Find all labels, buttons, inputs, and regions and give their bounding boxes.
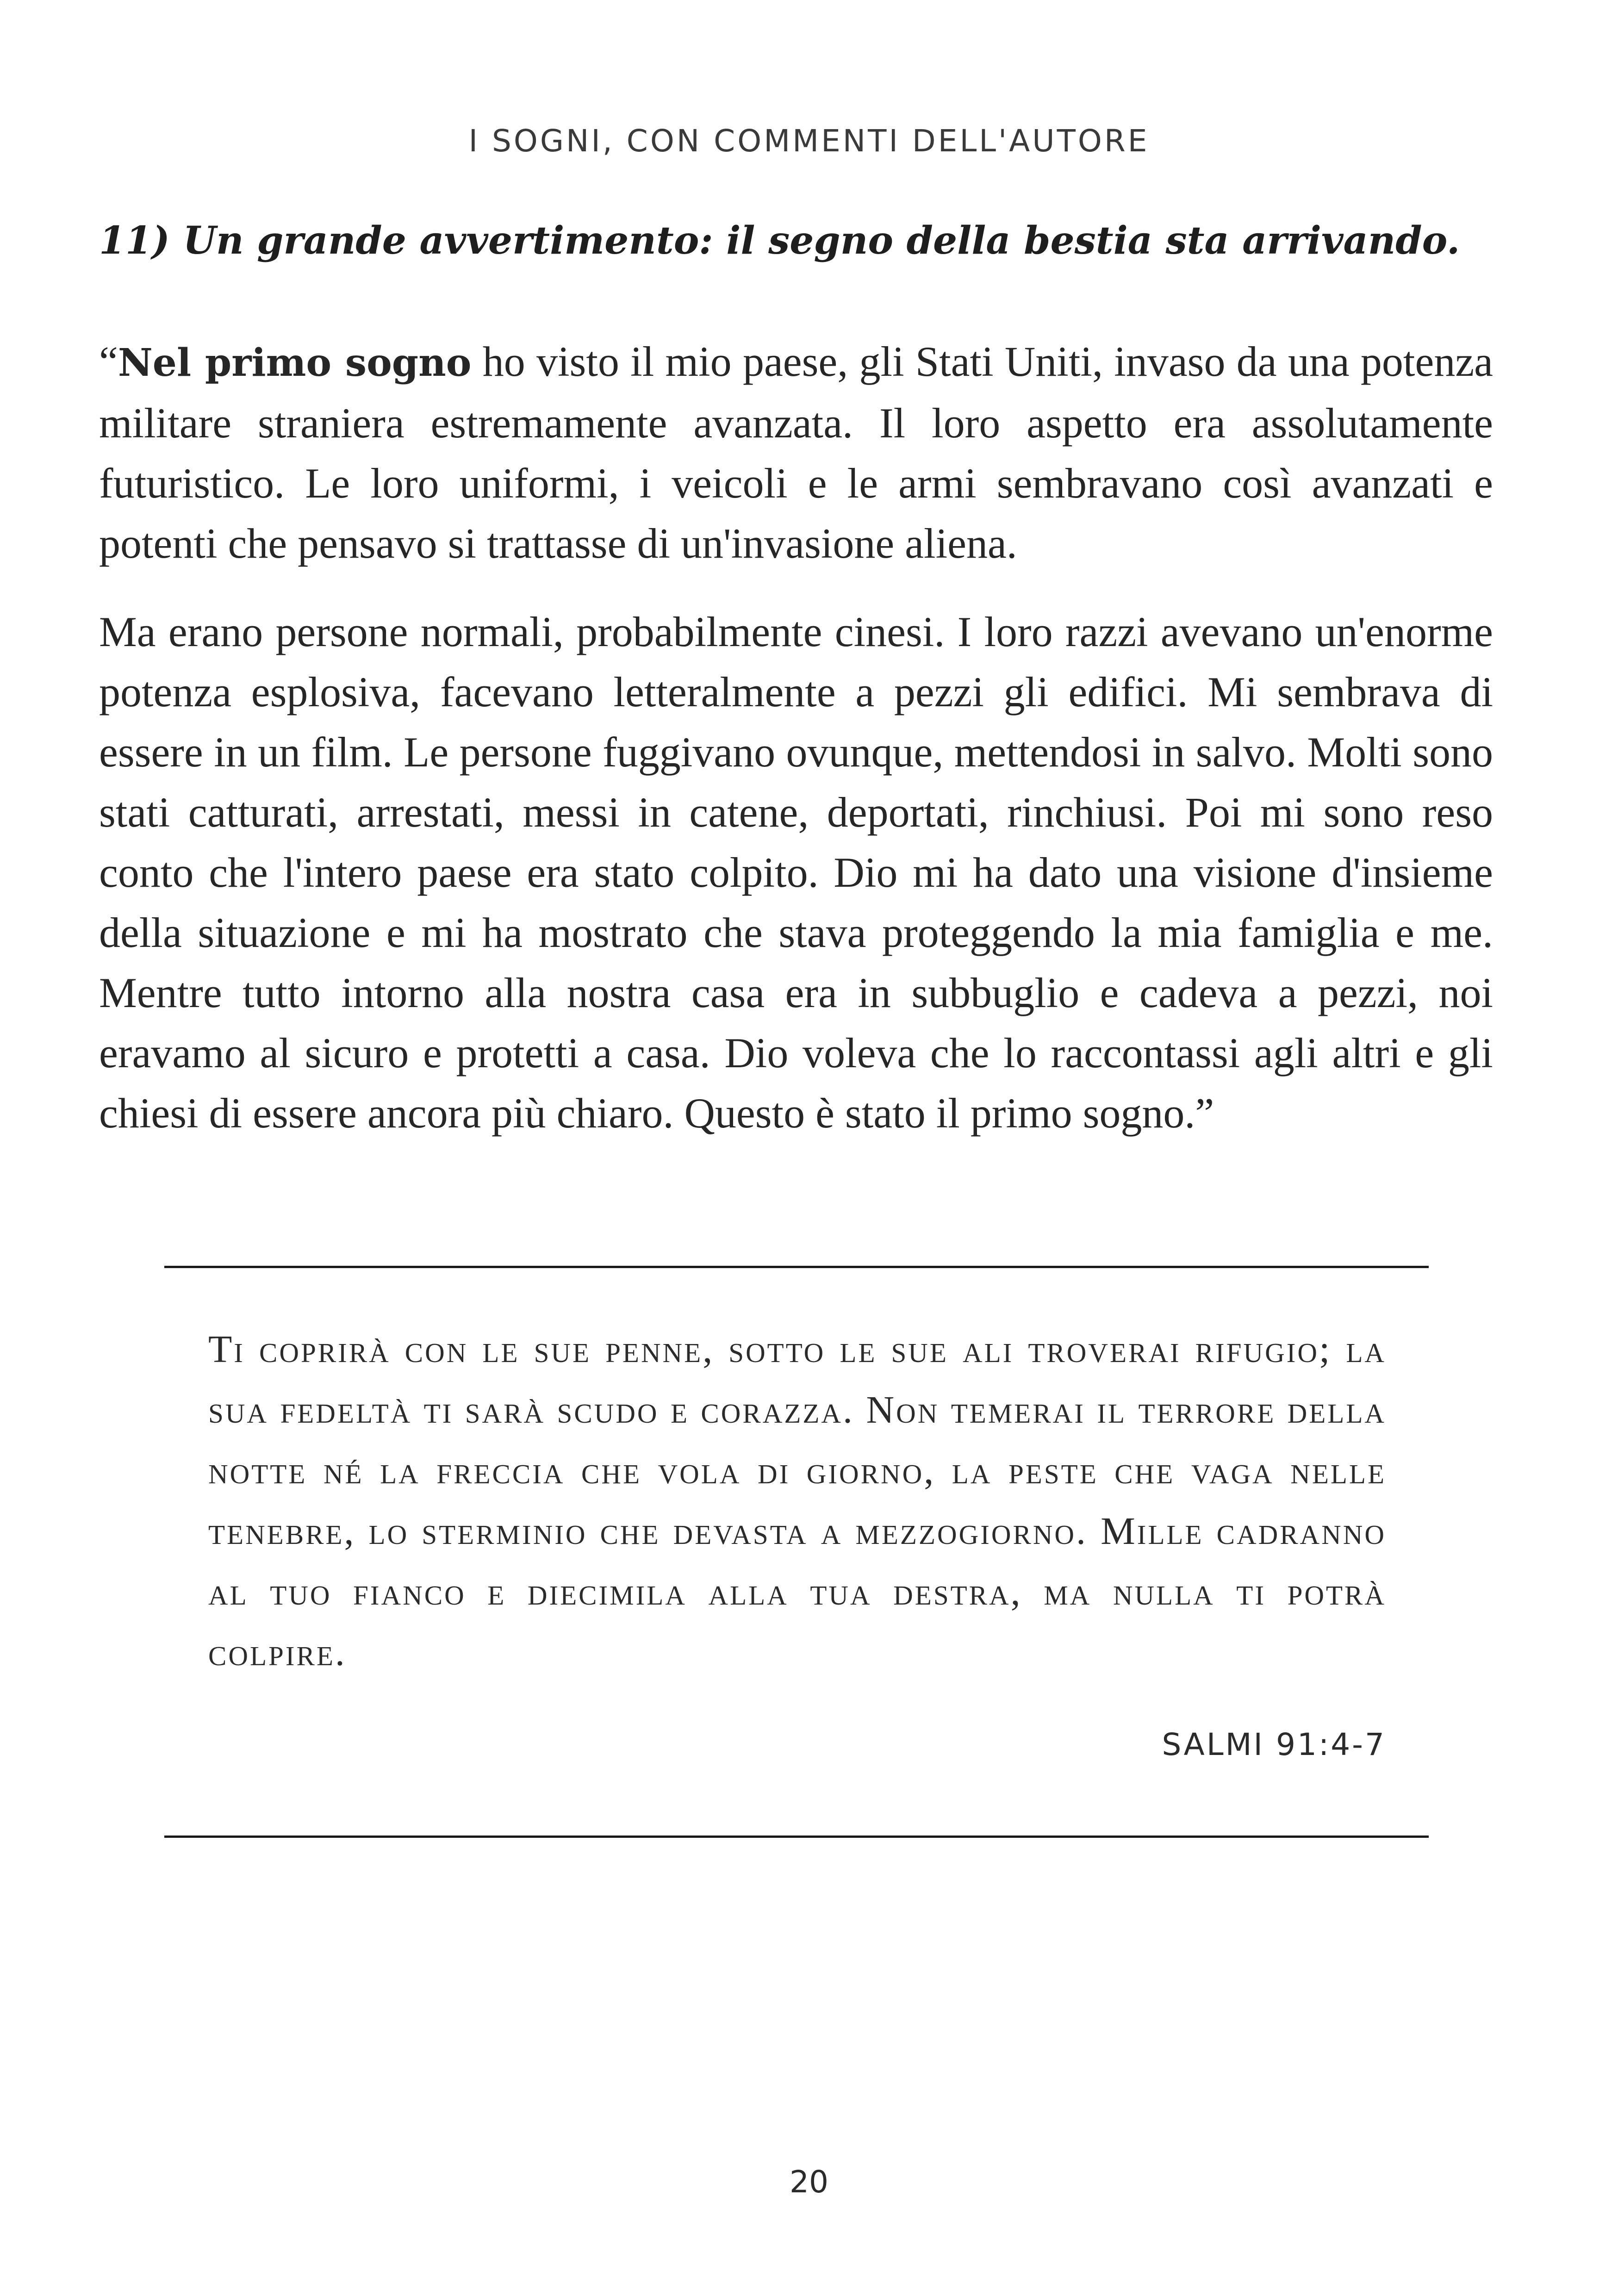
scripture-reference: SALMI 91:4-7: [1162, 1727, 1386, 1762]
body-paragraph-1: [99, 331, 1493, 573]
bottom-divider-rule: [164, 1836, 1429, 1838]
running-header: I SOGNI, CON COMMENTI DELL'AUTORE: [468, 123, 1150, 159]
page-number: 20: [790, 2164, 828, 2200]
paragraph-1-text: ho visto il mio paese, gli Stati Uniti, invaso da una potenza militare straniera estremamente avanzata. Il loro aspetto era assolutamente futuristico. Le loro uniformi, i veicoli e le armi sembravano così avanzati e potenti che pensavo si trattasse di un'invasione aliena.: [99, 338, 1493, 567]
body-paragraph-2: Ma erano persone normali, probabilmente cinesi. I loro razzi avevano un'enorme potenza esplosiva, facevano letteralmente a pezzi gli edifici. Mi sembrava di essere in un film. Le persone fuggivano ovunque, mettendosi in salvo. Molti sono stati catturati, arrestati, messi in catene, deportati, rinchiusi. Poi mi sono reso conto che l'intero paese era stato colpito. Dio mi ha dato una visione d'insieme della situazione e mi ha mostrato che stava proteggendo la mia famiglia e me. Mentre tutto intorno alla nostra casa era in subbuglio e cadeva a pezzi, noi eravamo al sicuro e protetti a casa. Dio voleva che lo raccontassi agli altri e gli chiesi di essere ancora più chiaro. Questo è stato il primo sogno.”: [99, 608, 1493, 1137]
opening-quote-mark: “: [99, 338, 118, 385]
top-divider-rule: [164, 1266, 1429, 1268]
bold-lead-phrase: Nel primo sogno: [118, 341, 472, 385]
scripture-quote: Ti coprirà con le sue penne, sotto le sue ali troverai rifugio; la sua fedeltà ti sarà scudo e corazza. Non temerai il terrore della notte né la freccia che vola di giorno, la peste che vaga nelle tenebre, lo sterminio che devasta a mezzogiorno. Mille cadranno al tuo fianco e diecimila alla tua destra, ma nulla ti potrà colpire.: [208, 1328, 1386, 1674]
chapter-title: 11) Un grande avvertimento: il segno della bestia sta arrivando.: [99, 218, 1460, 263]
